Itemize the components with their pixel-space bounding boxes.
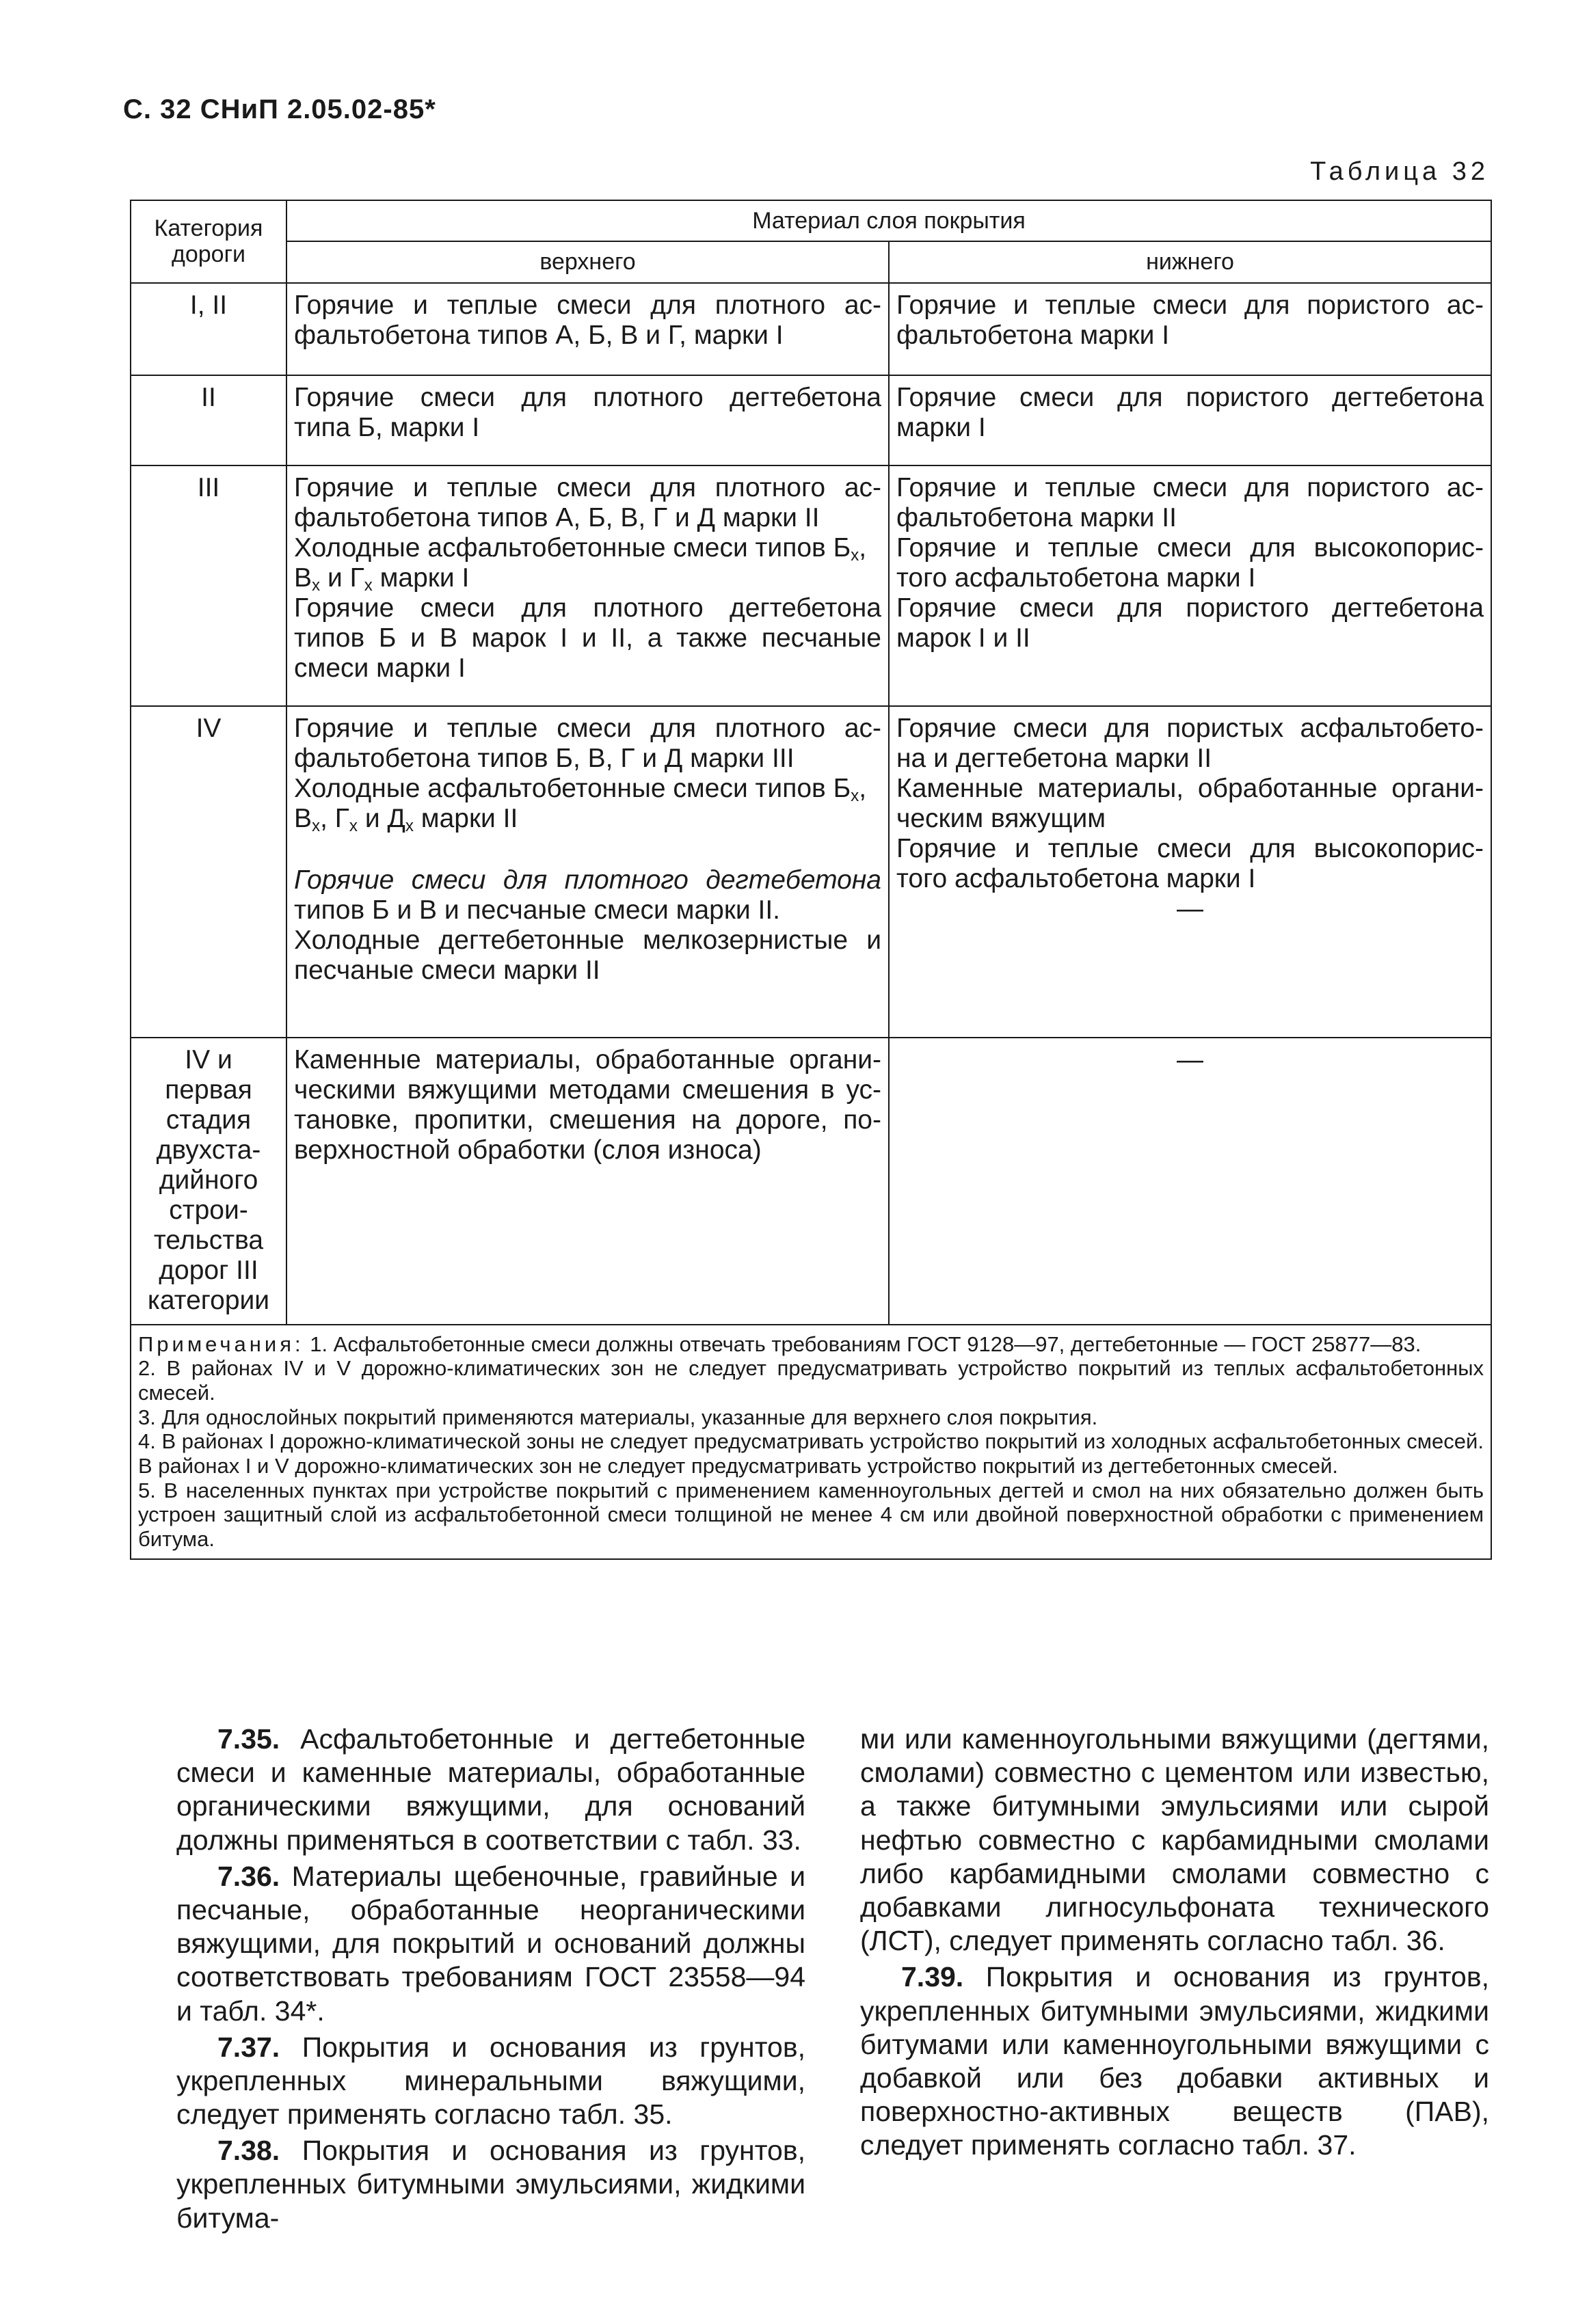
notes-label: Примечания: [138,1332,304,1356]
category-cell: IV и первая стадия двухста- дийного строи- тельства дорог III категории [131,1038,286,1325]
lower-cell: Горячие смеси для пористого дегтебетона марки I [889,375,1491,465]
header-lower: нижнего [889,241,1491,282]
header-material: Материал слоя покрытия [286,200,1491,241]
note-item: 5. В населенных пунктах при устройстве покрытий с применением каменноугольных дегтей и смол на них обязательно должен быть устроен защитный слой из асфальтобетонной смеси толщиной не менее 4 см или двойной поверхностной обработки с применением битума. [138,1478,1484,1551]
left-column [176,1722,805,2238]
table-row [131,1038,1491,1325]
upper-cell: Горячие смеси для плотного дегтебетона типа Б, марки I [286,375,889,465]
note-item: 3. Для однослойных покрытий применяются материалы, указанные для верхнего слоя покрытия. [138,1405,1098,1429]
dash: — [1177,894,1203,924]
paragraph-7-38: 7.38. Покрытия и основания из грунтов, укрепленных битумными эмульсиями, жидкими битума- [176,2135,805,2234]
table-row [131,465,1491,706]
upper-cell: Горячие и теплые смеси для плотного ас- фальтобетона типов А, Б, В и Г, марки I [286,283,889,375]
materials-table [130,200,1492,1560]
note-item: 2. В районах IV и V дорожно-климатических зон не следует предусматривать устройство покрытий из теплых асфальтобетонных смесей. [138,1356,1484,1405]
upper-cell: Каменные материалы, обработанные органи- ческими вяжущими методами смешения в ус- тановке, пропитки, смешения на дороге, по- верхностной обработки (слоя износа) [286,1038,889,1325]
paragraph-7-36: 7.36. Материалы щебеночные, гравийные и песчаные, обработанные неорганическими вяжущими, для покрытий и оснований должны соответствовать требованиям ГОСТ 23558—94 и табл. 34*. [176,1860,805,2027]
paragraph-7-39: 7.39. Покрытия и основания из грунтов, укрепленных битумными эмульсиями, жидкими битумами или каменноугольными вяжущими с добавкой или без добавки активных и поверхностно-активных веществ (ПАВ), следует применять согласно табл. 37. [860,1961,1489,2161]
lower-cell: Горячие и теплые смеси для пористого ас- фальтобетона марки I [889,283,1491,375]
paragraph-7-38-cont: ми или каменноугольными вяжущими (дегтями, смолами) совместно с цементом или известью, а также битумными эмульсиями или сырой нефтью совместно с карбамидными смолами либо карбамидными смолами совместно с добавками лигносульфоната технического (ЛСТ), следует применять согласно табл. 36. [860,1723,1489,1957]
body-text [176,1722,1489,2238]
upper-cell: Горячие и теплые смеси для плотного ас- фальтобетона типов Б, В, Г и Д марки III Холодные асфальтобетонные смеси типов $Б_х$, $В_х$, $Г_х$ и $Д_х$ марки II Горячие смеси для плотного дегтебетона типов Б и В и песчаные смеси марки II. Холодные дегтебетонные мелкозернистые и песчаные смеси марки II [286,706,889,1038]
category-cell: III [131,465,286,706]
notes-cell [131,1325,1491,1559]
category-cell: II [131,375,286,465]
table-row [131,283,1491,375]
table-row [131,375,1491,465]
category-cell: I, II [131,283,286,375]
lower-cell: — [889,1038,1491,1325]
right-column [860,1722,1489,2238]
table-label: Таблица 32 [1310,157,1489,186]
lower-cell: Горячие смеси для пористых асфальтобето- на и дегтебетона марки II Каменные материалы, обработанные органи- ческим вяжущим Горячие и теплые смеси для высокопорис- того асфальтобетона марки I — [889,706,1491,1038]
note-item: В районах I и V дорожно-климатических зон не следует предусматривать устройство покрытий из дегтебетонных смесей. [138,1454,1338,1478]
paragraph-7-35: 7.35. Асфальтобетонные и дегтебетонные смеси и каменные материалы, обработанные органическими вяжущими, для оснований должны применяться в соответствии с табл. 33. [176,1723,805,1856]
table-row [131,706,1491,1038]
page-header: С. 32 СНиП 2.05.02-85* [123,94,436,124]
paragraph-7-37: 7.37. Покрытия и основания из грунтов, укрепленных минеральными вяжущими, следует применять согласно табл. 35. [176,2031,805,2131]
note-item: Примечания: 1. Асфальтобетонные смеси должны отвечать требованиям ГОСТ 9128—97, дегтебетонные — ГОСТ 25877—83. [138,1332,1421,1356]
note-item: 4. В районах I дорожно-климатической зоны не следует предусматривать устройство покрытий из холодных асфальтобетонных смесей. [138,1429,1484,1454]
category-cell: IV [131,706,286,1038]
upper-cell: Горячие и теплые смеси для плотного ас- фальтобетона типов А, Б, В, Г и Д марки II Холодные асфальтобетонные смеси типов $Б_х$, $В_х$ и $Г_х$ марки I Горячие смеси для плотного дегтебетона типов Б и В марок I и II, а также песчаные смеси марки I [286,465,889,706]
notes-row [131,1325,1491,1559]
header-category: Категория дороги [131,200,286,283]
lower-cell: Горячие и теплые смеси для пористого ас- фальтобетона марки II Горячие и теплые смеси для высокопорис- того асфальтобетона марки I Горячие смеси для пористого дегтебетона марок I и II [889,465,1491,706]
header-upper: верхнего [286,241,889,282]
